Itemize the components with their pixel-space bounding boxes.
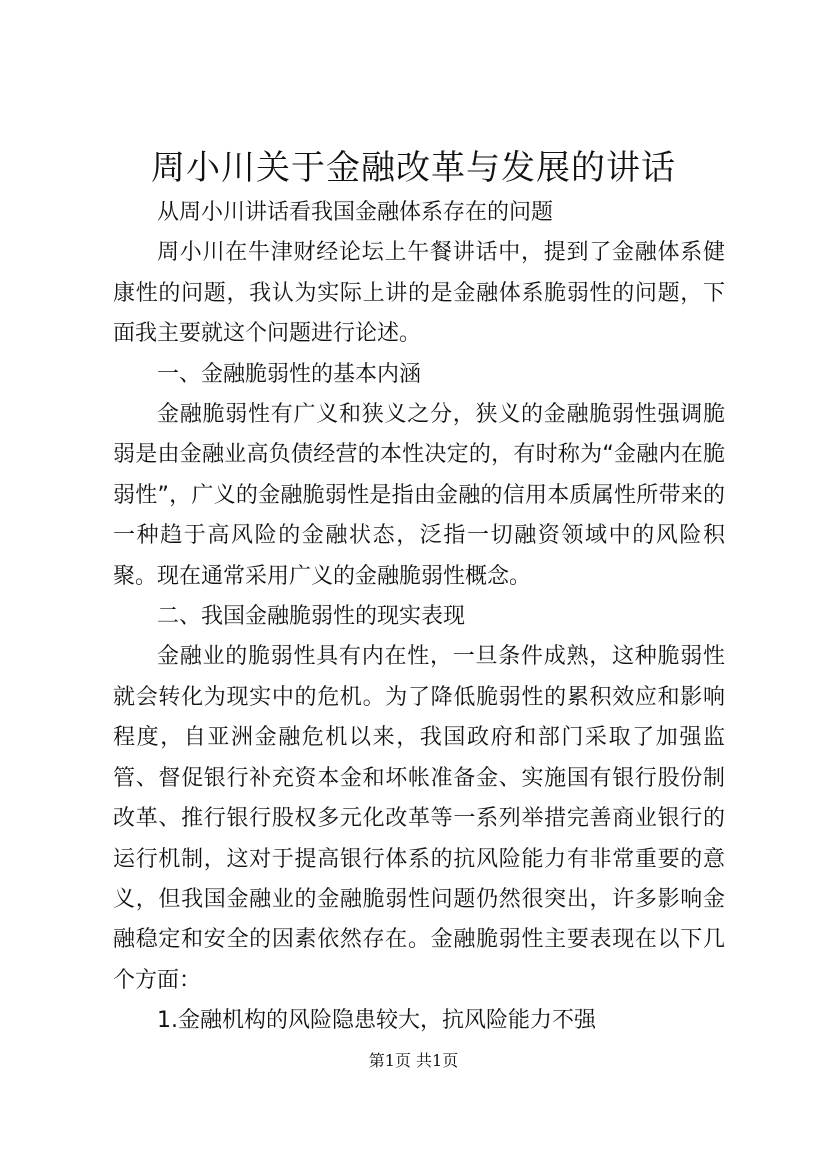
section-heading-1: 一、金融脆弱性的基本内涵 <box>157 361 422 387</box>
section-heading-2: 二、我国金融脆弱性的现实表现 <box>157 604 466 630</box>
paragraph-subtitle: 从周小川讲话看我国金融体系存在的问题 <box>157 200 554 225</box>
subsection-heading-1: 1.金融机构的风险隐患较大，抗风险能力不强 <box>157 1008 596 1034</box>
paragraph-manifestation: 金融业的脆弱性具有内在性，一旦条件成熟，这种脆弱性就会转化为现实中的危机。为了降低脆弱性的累积效应和影响程度，自亚洲金融危机以来，我国政府和部门采取了加强监管、督促银行补充资本金和坏帐准备金、实施国有银行股份制改革、推行银行股权多元化改革等一系列举措完善商业银行的运行机制，这对于提高银行体系的抗风险能力有非常重要的意义，但我国金融业的金融脆弱性问题仍然很突出，许多影响金融稳定和安全的因素依然存在。金融脆弱性主要表现在以下几个方面： <box>113 644 725 993</box>
page-footer: 第1页 共1页 <box>368 1051 459 1070</box>
paragraph-intro: 周小川在牛津财经论坛上午餐讲话中，提到了金融体系健康性的问题，我认为实际上讲的是金融体系脆弱性的问题，下面我主要就这个问题进行论述。 <box>113 240 725 347</box>
document-title: 周小川关于金融改革与发展的讲话 <box>151 148 676 188</box>
document-body <box>113 193 725 1042</box>
paragraph-definition: 金融脆弱性有广义和狭义之分，狭义的金融脆弱性强调脆弱是由金融业高负债经营的本性决定的，有时称为“金融内在脆弱性”，广义的金融脆弱性是指由金融的信用本质属性所带来的一种趋于高风险的金融状态，泛指一切融资领域中的风险积聚。现在通常采用广义的金融脆弱性概念。 <box>113 402 725 589</box>
